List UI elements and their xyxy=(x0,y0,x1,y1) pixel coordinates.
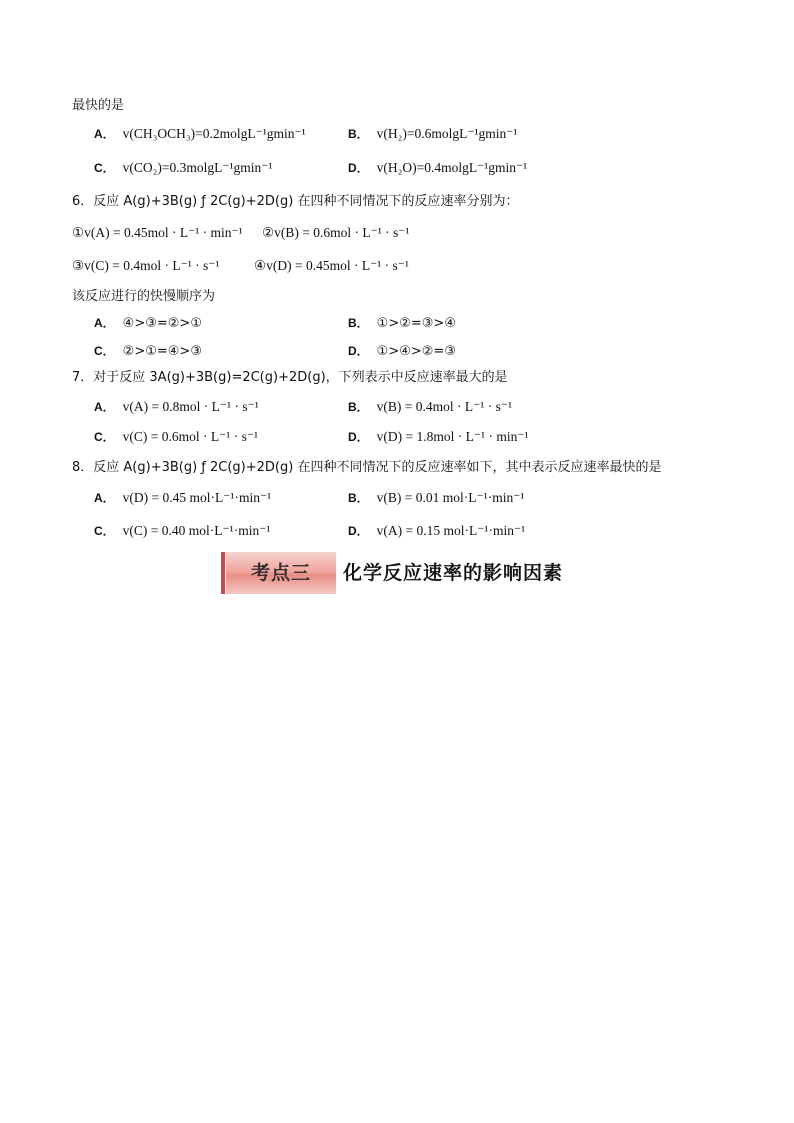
option-label: A． xyxy=(94,491,115,505)
q6-option-d xyxy=(348,341,456,362)
section-title: 化学反应速率的影响因素 xyxy=(343,562,564,584)
option-text: ①>④>②=③ xyxy=(376,344,456,359)
option-text: v(B) = 0.4mol · L⁻¹ · s⁻¹ xyxy=(376,399,512,414)
option-text: v(A) = 0.15 mol·L⁻¹·min⁻¹ xyxy=(376,523,526,538)
option-text: ①>②=③>④ xyxy=(376,316,456,331)
option-label: D． xyxy=(348,430,369,444)
q8-option-c xyxy=(94,521,270,542)
option-label: D． xyxy=(348,344,369,358)
option-label: B． xyxy=(348,316,369,330)
option-label: B． xyxy=(348,400,369,414)
q8-option-b xyxy=(348,488,524,509)
option-text: ②>①=④>③ xyxy=(122,344,202,359)
option-label: C． xyxy=(94,524,115,538)
q7-option-c xyxy=(94,427,258,448)
q7-option-b xyxy=(348,397,512,418)
q6-option-c xyxy=(94,341,202,362)
q6-stem: 6．反应 A(g)+3B(g) ƒ 2C(g)+2D(g) 在四种不同情况下的反应速率分别为： xyxy=(72,194,519,209)
option-text: v(B) = 0.01 mol·L⁻¹·min⁻¹ xyxy=(376,490,525,505)
q6-condition-4: ④v(D) = 0.45mol · L⁻¹ · s⁻¹ xyxy=(254,258,409,273)
q6-condition-2: ②v(B) = 0.6mol · L⁻¹ · s⁻¹ xyxy=(262,225,410,240)
intro-line: 最快的是 xyxy=(72,98,125,113)
q7-stem: 7．对于反应 3A(g)+3B(g)=2C(g)+2D(g)，下列表示中反应速率最大的是 xyxy=(72,370,508,385)
option-text: v(D) = 1.8mol · L⁻¹ · min⁻¹ xyxy=(376,429,529,444)
option-label: A． xyxy=(94,400,115,414)
q6-condition-1: ①v(A) = 0.45mol · L⁻¹ · min⁻¹ xyxy=(72,225,243,240)
option-label: A． xyxy=(94,127,115,141)
q7-option-a xyxy=(94,397,259,418)
q5-option-a xyxy=(94,124,306,145)
q5-option-d xyxy=(348,158,527,179)
q8-option-d xyxy=(348,521,525,542)
option-text: v(A) = 0.8mol · L⁻¹ · s⁻¹ xyxy=(122,399,259,414)
option-label: C． xyxy=(94,344,115,358)
option-text: v(D) = 0.45 mol·L⁻¹·min⁻¹ xyxy=(122,490,272,505)
option-text: v(H₂)=0.6molgL⁻¹gmin⁻¹ xyxy=(376,126,518,141)
option-text: v(C) = 0.6mol · L⁻¹ · s⁻¹ xyxy=(122,429,258,444)
option-text: ④>③=②>① xyxy=(122,316,202,331)
option-text: v(CH₃OCH₃)=0.2molgL⁻¹gmin⁻¹ xyxy=(122,126,306,141)
q5-option-c xyxy=(94,158,272,179)
q6-option-b xyxy=(348,313,456,334)
option-label: A． xyxy=(94,316,115,330)
q6-ask: 该反应进行的快慢顺序为 xyxy=(72,289,216,304)
section-accent-bar xyxy=(221,552,225,594)
q6-condition-3: ③v(C) = 0.4mol · L⁻¹ · s⁻¹ xyxy=(72,258,220,273)
q5-option-b xyxy=(348,124,517,145)
section-header xyxy=(221,552,593,594)
option-text: v(C) = 0.40 mol·L⁻¹·min⁻¹ xyxy=(122,523,271,538)
q8-option-a xyxy=(94,488,271,509)
option-label: B． xyxy=(348,491,369,505)
option-label: C． xyxy=(94,430,115,444)
option-label: B． xyxy=(348,127,369,141)
option-label: D． xyxy=(348,161,369,175)
option-label: D． xyxy=(348,524,369,538)
option-label: C． xyxy=(94,161,115,175)
option-text: v(H₂O)=0.4molgL⁻¹gmin⁻¹ xyxy=(376,160,528,175)
option-text: v(CO₂)=0.3molgL⁻¹gmin⁻¹ xyxy=(122,160,273,175)
q8-stem: 8．反应 A(g)+3B(g) ƒ 2C(g)+2D(g) 在四种不同情况下的反应速率如下，其中表示反应速率最快的是 xyxy=(72,460,662,475)
q7-option-d xyxy=(348,427,529,448)
q6-option-a xyxy=(94,313,202,334)
section-tag: 考点三 xyxy=(226,552,339,594)
